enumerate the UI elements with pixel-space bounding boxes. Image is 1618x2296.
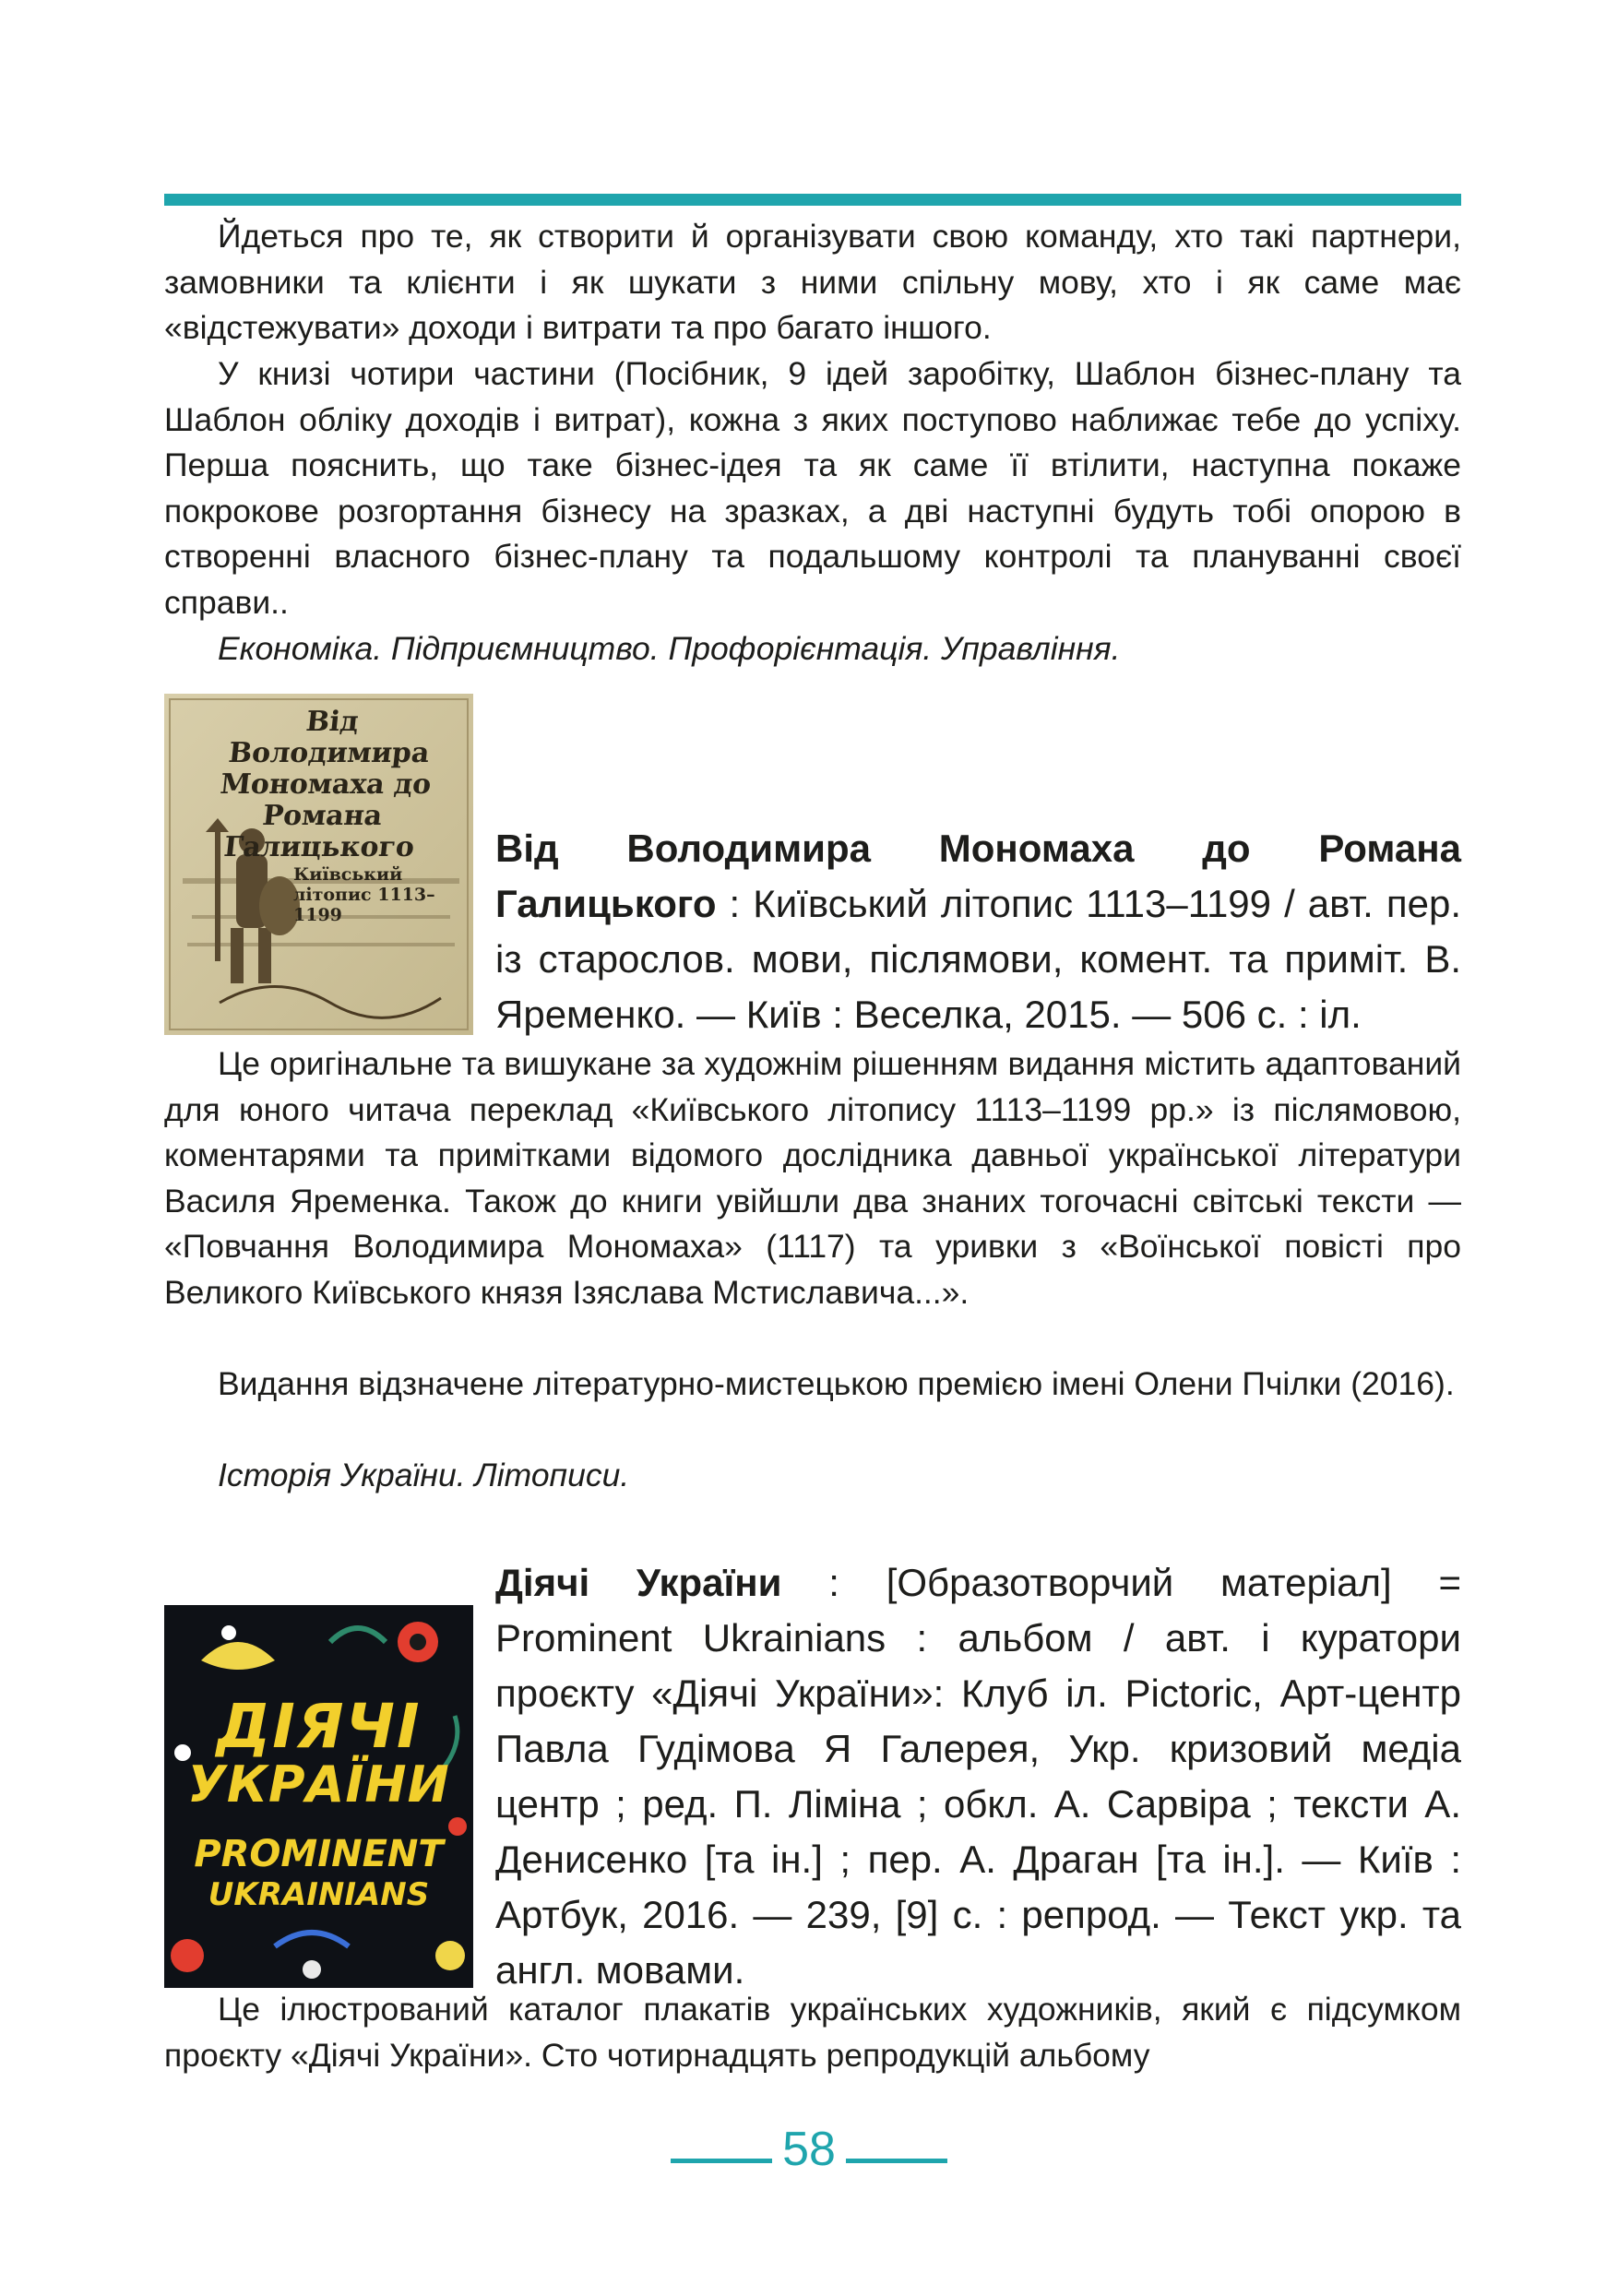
- paragraph: Це ілюстрований каталог плакатів українських художників, який є підсумком проєкту «Діячі України». Сто чотирнадцять репродукцій альбому: [164, 1991, 1461, 2074]
- bibliographic-entry: [495, 821, 1461, 1042]
- book-title: Діячі України: [495, 1561, 782, 1604]
- paragraph: У книзі чотири частини (Посібник, 9 ідей заробітку, Шаблон бізнес-плану та Шаблон обліку доходів і витрат), кожна з яких поступово наближає тебе до успіху. Перша пояснить, що таке бізнес-ідея та як саме її втілити, наступна покаже покрокове розгортання бізнесу на зразках, а дві наступні будуть тобі опорою в створенні власного бізнес-плану та подальшому контролі та плануванні своєї справи..: [164, 355, 1461, 621]
- paragraph: Йдеться про те, як створити й організувати свою команду, хто такі партнери, замовники та клієнти і як шукати з ними спільну мову, хто і як саме має «відстежувати» доходи і витрати та про багато іншого.: [164, 218, 1461, 346]
- cover-title: Від Володимира Мономаха до Романа Галицького: [218, 706, 434, 863]
- footer-rule-left: [671, 2159, 772, 2163]
- book-cover-monomakh: [164, 694, 473, 1035]
- page-number: 58: [782, 2123, 836, 2176]
- book-cover-prominent-ukrainians: [164, 1605, 473, 1988]
- paragraph: Це оригінальне та вишукане за художнім рішенням видання містить адаптований для юного читача переклад «Київського літопису 1113–1199 рр.» із післямовою, коментарями та примітками відомого дослідника давньої української літератури Василя Яременка. Також до книги увійшли два знаних тогочасні світські тексти — «Повчання Володимира Мономаха» (1117) та уривки з «Воїнської повісті про Великого Київського князя Ізяслава Мстиславича...».: [164, 1045, 1461, 1311]
- bibliographic-entry: [495, 1555, 1461, 1998]
- top-accent-rule: [164, 194, 1461, 206]
- cover-subtitle-line1: PROMINENT: [194, 1833, 444, 1875]
- subject-headings: Економіка. Підприємництво. Профорієнтація. Управління.: [218, 630, 1121, 667]
- book-details: : Київський літопис 1113–1199 / авт. пер. із старослов. мови, післямови, комент. та приміт. В. Яременко. — Київ : Веселка, 2015. — 506 с. : іл.: [495, 882, 1461, 1036]
- paragraph: Видання відзначене літературно-мистецькою премією імені Олени Пчілки (2016).: [218, 1365, 1455, 1402]
- cover-title-line1: ДІЯЧІ: [216, 1691, 422, 1762]
- book-details: : [Образотворчий матеріал] = Prominent Ukrainians : альбом / авт. і куратори проєкту «Діячі України»: Клуб іл. Pictoric, Арт-центр Павла Гудімова Я Галерея, Укр. кризовий медіа центр ; ред. П. Ліміна ; обкл. А. Сарвіра ; тексти А. Денисенко [та ін.] ; пер. А. Драган [та ін.]. — Київ : Артбук, 2016. — 239, [9] с. : репрод. — Текст укр. та англ. мовами.: [495, 1561, 1461, 1992]
- cover-subtitle: Київський літопис 1113–1199: [293, 864, 435, 925]
- cover-subtitle-line2: UKRAINIANS: [208, 1876, 430, 1913]
- footer-rule-right: [846, 2159, 947, 2163]
- book-title: Від Володимира Мономаха до Романа Галицького: [495, 827, 1461, 925]
- subject-headings: Історія України. Літописи.: [218, 1457, 630, 1493]
- cover-title-line2: УКРАЇНИ: [187, 1755, 450, 1814]
